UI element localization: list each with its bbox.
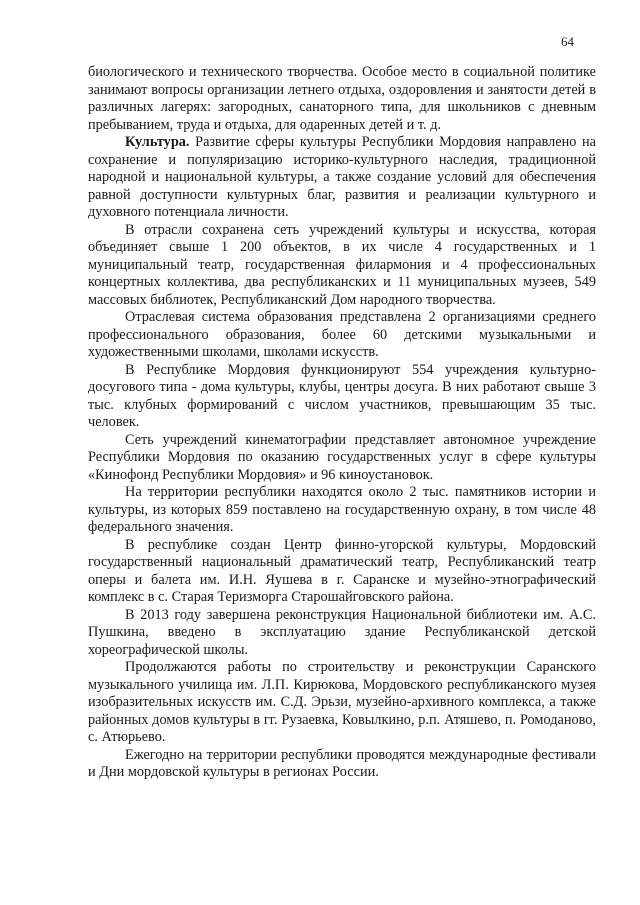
section-lead: Культура.: [125, 134, 190, 150]
paragraph-text: Ежегодно на территории республики проводятся международные фестивали и Дни мордовской культуры в регионах России.: [88, 746, 596, 780]
paragraph-library: [88, 607, 596, 660]
paragraph-continuation: [88, 64, 596, 134]
paragraph-institutions: [88, 222, 596, 310]
paragraph-culture: [88, 134, 596, 222]
paragraph-text: В отрасли сохранена сеть учреждений культуры и искусства, которая объединяет свыше 1 200 объектов, в их числе 4 государственных и 1 муниципальный театр, государственная филармония и 4 профессиональных концертных коллектива, два республиканских и 11 муниципальных музеев, 549 массовых библиотек, Республиканский Дом народного творчества.: [88, 221, 596, 308]
paragraph-leisure: [88, 362, 596, 432]
paragraph-text: Развитие сферы культуры Республики Мордовия направлено на сохранение и популяризацию историко-культурного наследия, традиционной народной и национальной культуры, а также создание условий для обеспечения равной доступности культурных благ, развития и реализации культурного и духовного потенциала личности.: [88, 134, 596, 220]
paragraph-construction: [88, 659, 596, 747]
paragraph-festivals: [88, 747, 596, 782]
paragraph-text: Отраслевая система образования представлена 2 организациями среднего профессионального образования, более 60 детскими музыкальными и художественными школами, школами искусств.: [88, 309, 596, 360]
paragraph-text: Сеть учреждений кинематографии представляет автономное учреждение Республики Мордовия по оказанию государственных услуг в сфере культуры «Кинофонд Республики Мордовия» и 96 киноустановок.: [88, 431, 596, 483]
paragraph-text: Продолжаются работы по строительству и реконструкции Саранского музыкального училища им. Л.П. Кирюкова, Мордовского республиканского музея изобразительных искусств им. С.Д. Эрьзи, музейно-архивного комплекса, а также районных домов культуры в гг. Рузаевка, Ковылкино, р.п. Атяшево, п. Ромоданово, с. Атюрьево.: [88, 659, 596, 745]
document-body: [88, 64, 596, 782]
paragraph-text: В 2013 году завершена реконструкция Национальной библиотеки им. А.С. Пушкина, введено в эксплуатацию здание Республиканской детской хореографической школы.: [88, 606, 596, 658]
paragraph-text: В Республике Мордовия функционируют 554 учреждения культурно-досугового типа - дома культуры, клубы, центры досуга. В них работают свыше 3 тыс. клубных формирований с числом участников, превышающим 35 тыс. человек.: [88, 361, 596, 430]
paragraph-education: [88, 309, 596, 362]
page-number: 64: [561, 34, 574, 49]
paragraph-centers: [88, 537, 596, 607]
paragraph-text: биологического и технического творчества. Особое место в социальной политике занимают вопросы организации летнего отдыха, оздоровления и занятости детей в различных лагерях: загородных, санаторного типа, для школьников с дневным пребыванием, труда и отдыха, для одаренных детей и т. д.: [88, 64, 596, 133]
paragraph-text: На территории республики находятся около 2 тыс. памятников истории и культуры, из которых 859 поставлено на государственную охрану, в том числе 48 федерального значения.: [88, 484, 596, 535]
paragraph-cinema: [88, 432, 596, 485]
paragraph-monuments: [88, 484, 596, 537]
paragraph-text: В республике создан Центр финно-угорской культуры, Мордовский государственный национальный драматический театр, Республиканский театр оперы и балета им. И.Н. Яушева в г. Саранске и музейно-этнографический комплекс в с. Старая Теризморга Старошайговского района.: [88, 536, 596, 605]
